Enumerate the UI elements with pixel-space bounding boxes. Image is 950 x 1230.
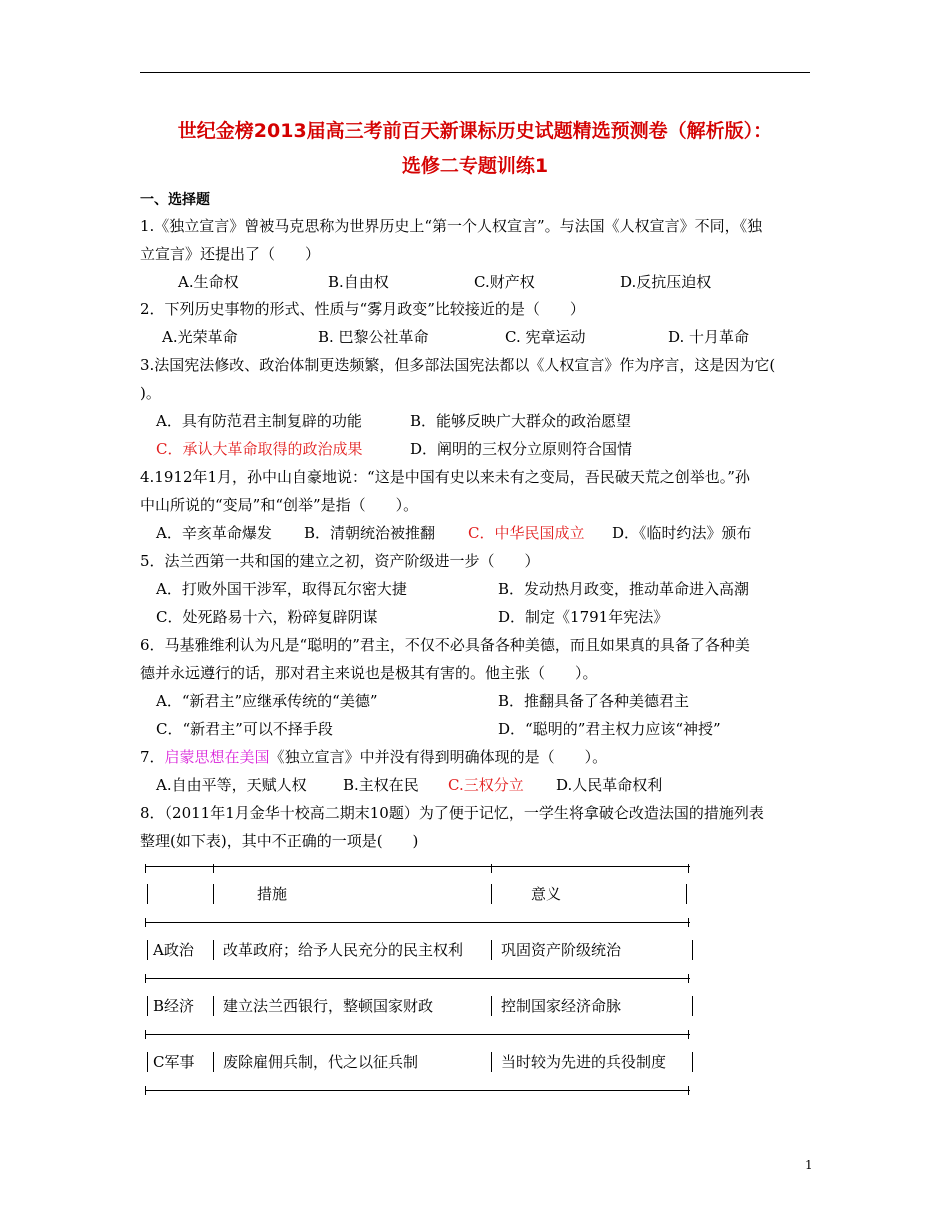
q3-option-c-answer: C．承认大革命取得的政治成果 [156,440,363,458]
q7-option-d: D.人民革命权利 [556,776,663,794]
q8-stem-line1: 8．（2011年1月金华十校高二期末10题）为了便于记忆，一学生将拿破仑改造法国的措施列表 [140,804,764,822]
q5-option-a: A．打败外国干涉军，取得瓦尔密大捷 [156,580,407,598]
table-header-measures: 措施 [257,885,288,903]
q5-option-c: C．处死路易十六，粉碎复辟阴谋 [156,608,378,626]
q5-option-d: D．制定《1791年宪法》 [498,608,669,626]
q2-option-a: A.光荣革命 [162,328,238,346]
q2-stem: 2．下列历史事物的形式、性质与“雾月政变”比较接近的是（ ） [140,300,585,318]
q3-stem-line1: 3.法国宪法修改、政治体制更迭频繁，但多部法国宪法都以《人权宣言》作为序言，这是因为它( [140,356,776,374]
q8-stem-line2: 整理(如下表)，其中不正确的一项是( ) [140,832,419,850]
q7-option-b: B.主权在民 [343,776,419,794]
q4-option-a: A．辛亥革命爆发 [156,524,272,542]
page-number: 1 [805,1158,813,1172]
table-row-c-label: C军事 [153,1053,195,1071]
q1-stem-line2: 立宣言》还提出了（ ） [140,245,321,263]
table-border-top [145,866,690,867]
q7-stem-rest: 《独立宣言》中并没有得到明确体现的是（ ）。 [269,748,608,766]
table-row-c-measure: 废除雇佣兵制，代之以征兵制 [223,1053,419,1071]
table-border-row3 [145,1034,690,1035]
q4-stem-line1: 4.1912年1月，孙中山自豪地说：“这是中国有史以来未有之变局，吾民破天荒之创举也。”孙 [140,468,750,486]
q4-option-c-answer: C．中华民国成立 [468,524,585,542]
table-row-a-significance: 巩固资产阶级统治 [501,941,622,959]
napoleon-measures-table [145,866,690,1098]
q7-number: 7． [140,748,165,766]
table-row-b-significance: 控制国家经济命脉 [501,997,622,1015]
section-heading: 一、选择题 [140,192,210,208]
q5-option-b: B．发动热月政变，推动革命进入高潮 [498,580,750,598]
q6-option-c: C．“新君主”可以不择手段 [156,720,333,738]
header-rule [140,72,810,73]
q6-option-a: A．“新君主”应继承传统的“美德” [156,692,378,710]
q4-stem-line2: 中山所说的“变局”和“创举”是指（ ）。 [140,496,419,514]
q7-option-a: A.自由平等，天赋人权 [156,776,307,794]
q7-option-c-answer: C.三权分立 [448,776,524,794]
q2-option-b: B. 巴黎公社革命 [318,328,429,346]
table-border-row2 [145,978,690,979]
q4-option-b: B．清朝统治被推翻 [304,524,436,542]
q1-option-a: A.生命权 [178,273,239,291]
table-row-b-measure: 建立法兰西银行，整顿国家财政 [223,997,434,1015]
doc-title-line2: 选修二专题训练1 [401,155,549,177]
q1-option-c: C.财产权 [474,273,535,291]
q6-stem-line2: 德并永远遵行的话，那对君主来说也是极其有害的。他主张（ ）。 [140,664,598,682]
q2-option-d: D. 十月革命 [668,328,750,346]
q3-option-a: A．具有防范君主制复辟的功能 [156,412,362,430]
q1-stem-line1: 1.《独立宣言》曾被马克思称为世界历史上“第一个人权宣言”。与法国《人权宣言》不同，《独 [140,217,763,235]
q3-option-d: D．阐明的三权分立原则符合国情 [410,440,633,458]
table-border-bottom [145,1090,690,1091]
table-row-c-significance: 当时较为先进的兵役制度 [501,1053,667,1071]
table-border-row1 [145,922,690,923]
doc-title-line1: 世纪金榜2013届高三考前百天新课标历史试题精选预测卷（解析版）： [177,120,773,142]
q2-option-c: C. 宪章运动 [505,328,586,346]
q7-stem [140,747,607,767]
q6-stem-line1: 6．马基雅维利认为凡是“聪明的”君主，不仅不必具备各种美德，而且如果真的具备了各种美 [140,636,750,654]
q7-highlight: 启蒙思想在美国 [164,748,270,766]
q5-stem: 5．法兰西第一共和国的建立之初，资产阶级进一步（ ） [140,552,540,570]
table-row-a-measure: 改革政府；给予人民充分的民主权利 [223,941,464,959]
q3-stem-line2: )。 [140,384,161,402]
table-header-significance: 意义 [531,885,562,903]
q4-option-d: D．《临时约法》颁布 [612,524,752,542]
table-row-a-label: A政治 [153,941,194,959]
table-row-b-label: B经济 [153,997,195,1015]
q6-option-b: B．推翻具备了各种美德君主 [498,692,690,710]
q6-option-d: D．“聪明的”君主权力应该“神授” [498,720,721,738]
q1-option-d: D.反抗压迫权 [620,273,712,291]
q1-option-b: B.自由权 [328,273,389,291]
q3-option-b: B．能够反映广大群众的政治愿望 [410,412,632,430]
